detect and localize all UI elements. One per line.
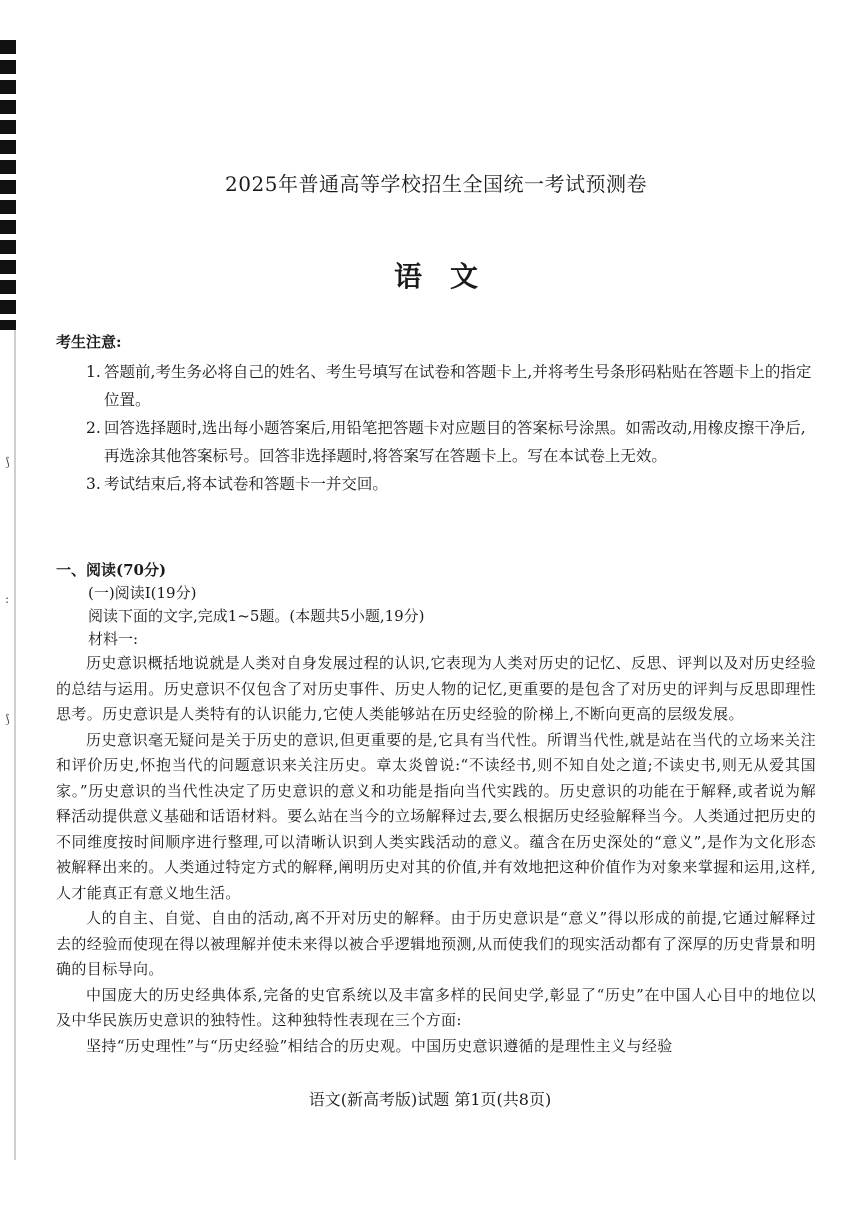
scan-edge-line: [14, 330, 16, 1160]
notice-heading: 考生注意:: [56, 333, 122, 351]
notice-item: [56, 358, 816, 414]
material-paragraph: 人的自主、自觉、自由的活动,离不开对历史的解释。由于历史意识是“意义”得以形成的前提,它通过解释过去的经验而使现在得以被理解并使未来得以被合乎逻辑地预测,从而使我们的现实活动都有了深厚的历史背景和明确的目标导向。: [56, 909, 816, 978]
page-footer: 语文(新高考版)试题 第1页(共8页): [308, 1090, 552, 1109]
notice-item-number: 1.: [86, 363, 101, 381]
notice-item: [56, 414, 816, 470]
notice-list: [56, 358, 816, 498]
notice-item-number: 3.: [86, 475, 101, 493]
scan-edge-mark: :: [5, 592, 10, 606]
notice-item-number: 2.: [86, 419, 101, 437]
exam-page: [56, 168, 816, 1059]
material-paragraph: 中国庞大的历史经典体系,完备的史官系统以及丰富多样的民间史学,彰显了“历史”在中国人心目中的地位以及中华民族历史意识的独特性。这种独特性表现在三个方面:: [56, 985, 816, 1029]
scan-edge-mark: ⟆: [5, 455, 10, 469]
notice-item-text: 回答选择题时,选出每小题答案后,用铅笔把答题卡对应题目的答案标号涂黑。如需改动,用橡皮擦干净后,再选涂其他答案标号。回答非选择题时,将答案写在答题卡上。写在本试卷上无效。: [104, 419, 806, 465]
subsection-heading: (一)阅读Ⅰ(19分): [88, 584, 197, 602]
section-heading: 一、阅读(70分): [56, 561, 167, 579]
material-paragraph: 历史意识毫无疑问是关于历史的意识,但更重要的是,它具有当代性。所谓当代性,就是站在当代的立场来关注和评价历史,怀抱当代的问题意识来关注历史。章太炎曾说:“不读经书,则不知自处之道;不读史书,则无从爱其国家。”历史意识的当代性决定了历史意识的意义和功能是指向当代实践的。历史意识的功能在于解释,或者说为解释活动提供意义基础和话语材料。要么站在当今的立场解释过去,要么根据历史经验解释当今。人类通过把历史的不同维度按时间顺序进行整理,可以清晰认识到人类实践活动的意义。蕴含在历史深处的“意义”,是作为文化形态被解释出来的。人类通过特定方式的解释,阐明历史对其的价值,并有效地把这种价值作为对象来掌握和运用,这样,人才能真正有意义地生活。: [56, 730, 816, 902]
scan-binding-edge: [0, 40, 16, 330]
notice-item-text: 考试结束后,将本试卷和答题卡一并交回。: [104, 475, 388, 493]
notice-item-text: 答题前,考生务必将自己的姓名、考生号填写在试卷和答题卡上,并将考生号条形码粘贴在答题卡上的指定位置。: [104, 363, 812, 409]
material-paragraph: 坚持“历史理性”与“历史经验”相结合的历史观。中国历史意识遵循的是理性主义与经验: [86, 1036, 673, 1055]
material-paragraph: 历史意识概括地说就是人类对自身发展过程的认识,它表现为人类对历史的记忆、反思、评判以及对历史经验的总结与运用。历史意识不仅包含了对历史事件、历史人物的记忆,更重要的是包含了对历史的评判与反思即理性思考。历史意识是人类特有的认识能力,它使人类能够站在历史经验的阶梯上,不断向更高的层级发展。: [56, 654, 816, 723]
notice-item: [56, 470, 816, 498]
scan-edge-mark: ⟆: [5, 712, 10, 726]
exam-title: 2025年普通高等学校招生全国统一考试预测卷: [225, 172, 647, 196]
material-label: 材料一:: [88, 630, 139, 648]
subject-title: 语文: [393, 260, 506, 293]
notice-block: [56, 331, 816, 498]
reading-instruction: 阅读下面的文字,完成1~5题。(本题共5小题,19分): [88, 607, 425, 625]
reading-section: [56, 558, 816, 1059]
